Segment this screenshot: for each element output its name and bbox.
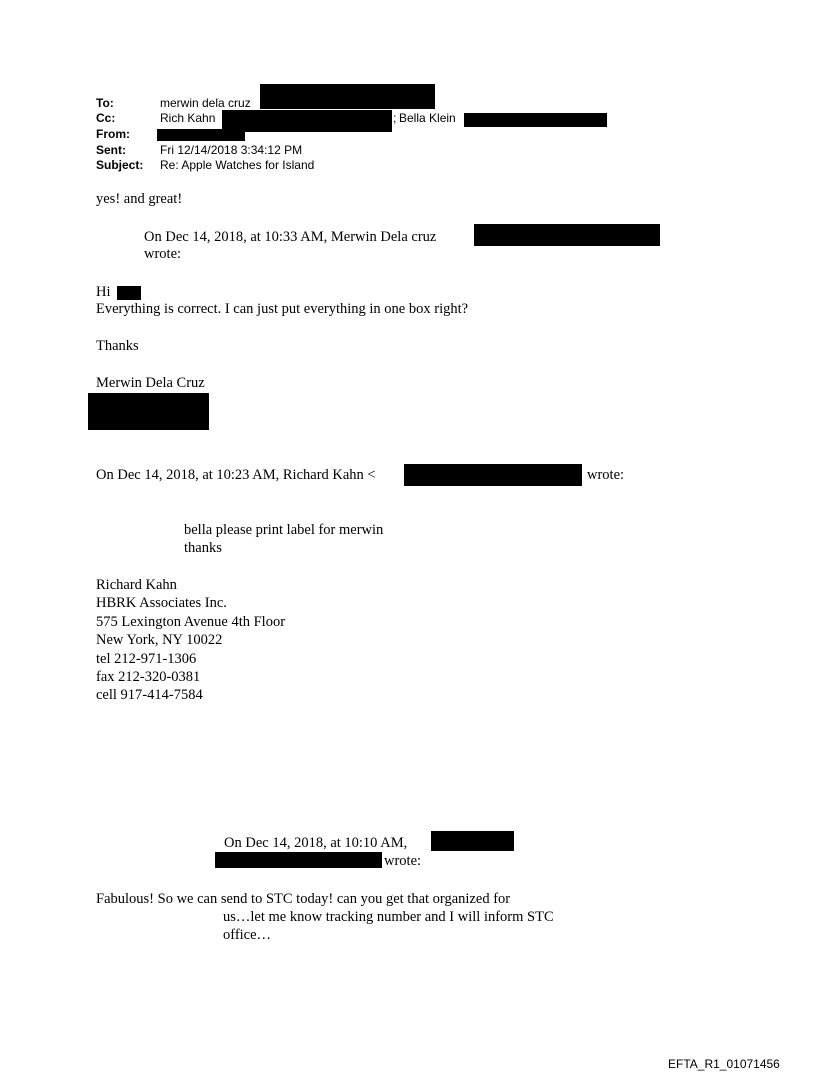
- message-3-line-1: Fabulous! So we can send to STC today! can you get that organized for: [96, 891, 511, 907]
- redaction-block: [260, 84, 435, 109]
- quote-1-attribution: On Dec 14, 2018, at 10:33 AM, Merwin Dela cruz: [144, 229, 437, 245]
- subject-label: Subject:: [96, 158, 144, 172]
- greeting: Hi: [96, 284, 111, 300]
- sig-cell: cell 917-414-7584: [96, 687, 203, 703]
- sig-address: 575 Lexington Avenue 4th Floor: [96, 614, 286, 630]
- sent-value: Fri 12/14/2018 3:34:12 PM: [160, 143, 303, 157]
- message-3-line-2: us…let me know tracking number and I will inform STC: [223, 909, 554, 925]
- thanks-text: Thanks: [96, 338, 139, 354]
- redaction-block: [222, 110, 392, 132]
- redaction-block: [431, 831, 514, 851]
- reply-text: yes! and great!: [96, 191, 183, 207]
- quote-2-attribution: On Dec 14, 2018, at 10:23 AM, Richard Kahn <: [96, 467, 376, 483]
- redaction-block: [88, 393, 209, 430]
- message-1: Everything is correct. I can just put everything in one box right?: [96, 301, 469, 317]
- signature-name: Merwin Dela Cruz: [96, 375, 205, 391]
- from-label: From:: [96, 127, 130, 141]
- message-2-line-2: thanks: [184, 540, 222, 556]
- sig-name: Richard Kahn: [96, 577, 177, 593]
- quote-3-wrote: wrote:: [384, 853, 422, 869]
- message-3-line-3: office…: [223, 927, 272, 943]
- sig-fax: fax 212-320-0381: [96, 669, 201, 685]
- cc-value-2: Bella Klein: [399, 111, 456, 125]
- message-2-line-1: bella please print label for merwin: [184, 522, 384, 538]
- quote-1-wrote: wrote:: [144, 246, 182, 262]
- to-value: merwin dela cruz: [160, 96, 251, 110]
- cc-label: Cc:: [96, 111, 116, 125]
- quote-3-attribution: On Dec 14, 2018, at 10:10 AM,: [224, 835, 408, 851]
- sig-company: HBRK Associates Inc.: [96, 595, 227, 611]
- sig-city: New York, NY 10022: [96, 632, 223, 648]
- redaction-block: [215, 852, 382, 868]
- cc-separator: ;: [393, 111, 397, 125]
- redaction-block: [464, 113, 607, 127]
- redaction-block: [157, 129, 245, 141]
- subject-value: Re: Apple Watches for Island: [160, 158, 315, 172]
- document-id: EFTA_R1_01071456: [668, 1057, 780, 1071]
- redaction-block: [474, 224, 660, 246]
- redaction-block: [117, 286, 141, 300]
- cc-value-1: Rich Kahn: [160, 111, 216, 125]
- sent-label: Sent:: [96, 143, 126, 157]
- to-label: To:: [96, 96, 114, 110]
- sig-tel: tel 212-971-1306: [96, 651, 197, 667]
- quote-2-wrote: wrote:: [587, 467, 625, 483]
- redaction-block: [404, 464, 582, 486]
